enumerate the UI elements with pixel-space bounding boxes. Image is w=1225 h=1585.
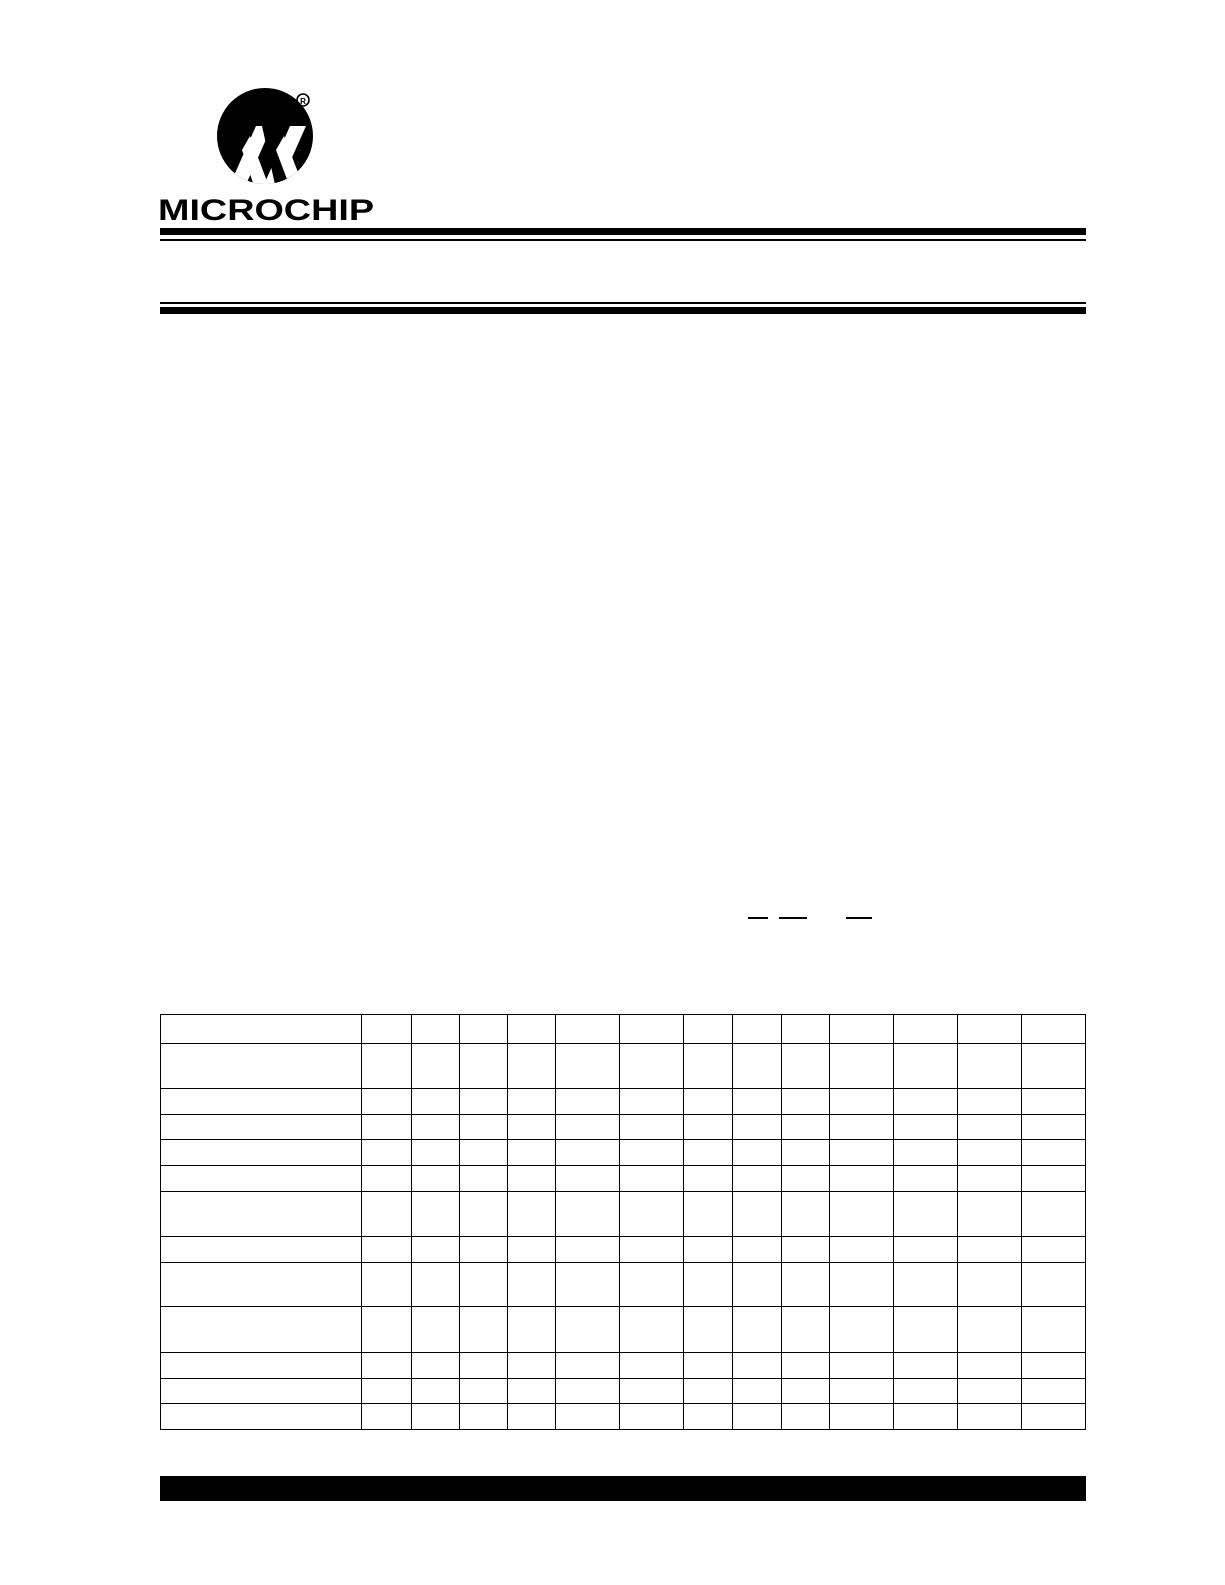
table-cell [507,1015,555,1044]
table-body [161,1015,1086,1430]
table-cell [555,1404,619,1430]
table-cell [411,1089,459,1115]
table-cell [781,1263,829,1307]
table-cell [732,1353,781,1379]
table-cell [732,1115,781,1140]
table-cell [459,1192,507,1237]
table-cell [893,1379,957,1404]
table-cell [411,1404,459,1430]
table-cell [829,1404,893,1430]
table-cell [732,1404,781,1430]
table-cell [619,1237,683,1263]
title-rule-thin [160,302,1086,304]
svg-text:R: R [300,97,306,106]
table-cell [683,1307,732,1353]
table-cell [781,1044,829,1089]
table-row [161,1404,1086,1430]
table-cell [957,1115,1021,1140]
table-cell [361,1015,411,1044]
table-cell [507,1404,555,1430]
table-cell [829,1192,893,1237]
table-cell [459,1263,507,1307]
table-cell [555,1044,619,1089]
table-cell [459,1404,507,1430]
table-cell [732,1166,781,1192]
table-cell [361,1192,411,1237]
table-cell [781,1140,829,1166]
table-cell [957,1237,1021,1263]
table-cell [411,1307,459,1353]
table-cell [361,1307,411,1353]
feature-table [160,1014,1086,1430]
device-feature-table [160,1014,1086,1430]
table-cell [619,1379,683,1404]
table-cell [957,1044,1021,1089]
table-cell [683,1404,732,1430]
table-cell [361,1404,411,1430]
table-cell [829,1044,893,1089]
pin-overline-3 [846,917,872,919]
table-cell [555,1015,619,1044]
table-cell [781,1404,829,1430]
table-row [161,1140,1086,1166]
table-cell [361,1140,411,1166]
table-cell [361,1237,411,1263]
table-row [161,1237,1086,1263]
table-cell [781,1237,829,1263]
table-cell [957,1140,1021,1166]
table-row [161,1115,1086,1140]
table-cell [893,1044,957,1089]
table-row [161,1379,1086,1404]
table-cell [619,1263,683,1307]
table-cell [732,1044,781,1089]
table-cell [781,1115,829,1140]
table-cell [893,1140,957,1166]
table-cell [893,1089,957,1115]
table-cell [957,1089,1021,1115]
table-cell [1021,1263,1085,1307]
table-cell [1021,1353,1085,1379]
table-cell [829,1353,893,1379]
table-cell [893,1263,957,1307]
table-cell [683,1166,732,1192]
pin-overline-2 [779,917,807,919]
header-rule-thick [160,228,1086,235]
table-cell [555,1307,619,1353]
table-cell [459,1166,507,1192]
table-cell [411,1044,459,1089]
table-cell [829,1089,893,1115]
table-cell [957,1015,1021,1044]
table-cell [1021,1404,1085,1430]
table-cell [1021,1166,1085,1192]
table-cell [361,1353,411,1379]
table-cell [829,1166,893,1192]
table-cell [507,1115,555,1140]
table-cell [411,1115,459,1140]
table-cell [683,1379,732,1404]
table-cell [732,1140,781,1166]
table-cell [361,1115,411,1140]
table-cell [361,1379,411,1404]
table-cell [683,1353,732,1379]
table-cell [619,1404,683,1430]
table-cell [459,1140,507,1166]
table-cell [619,1140,683,1166]
table-row [161,1263,1086,1307]
table-cell [829,1263,893,1307]
table-cell [732,1015,781,1044]
table-cell [507,1263,555,1307]
table-cell [1021,1044,1085,1089]
table-cell [361,1044,411,1089]
table-cell [893,1307,957,1353]
table-cell [361,1089,411,1115]
table-row [161,1166,1086,1192]
table-cell [957,1166,1021,1192]
table-row [161,1015,1086,1044]
table-cell [555,1263,619,1307]
table-row [161,1353,1086,1379]
table-cell [161,1192,362,1237]
table-cell [161,1044,362,1089]
table-cell [555,1379,619,1404]
table-cell [411,1353,459,1379]
table-cell [161,1307,362,1353]
table-cell [459,1379,507,1404]
table-cell [683,1015,732,1044]
table-cell [957,1307,1021,1353]
table-cell [732,1307,781,1353]
table-cell [507,1379,555,1404]
table-cell [893,1404,957,1430]
table-cell [411,1166,459,1192]
table-cell [507,1089,555,1115]
table-cell [683,1237,732,1263]
table-cell [619,1115,683,1140]
table-cell [683,1044,732,1089]
table-cell [411,1192,459,1237]
table-cell [732,1263,781,1307]
table-cell [507,1192,555,1237]
table-cell [555,1140,619,1166]
table-cell [161,1237,362,1263]
table-cell [893,1166,957,1192]
table-cell [957,1379,1021,1404]
table-cell [411,1237,459,1263]
table-cell [459,1089,507,1115]
table-cell [683,1263,732,1307]
table-cell [683,1140,732,1166]
table-cell [555,1115,619,1140]
table-cell [507,1166,555,1192]
table-cell [829,1379,893,1404]
title-rule-thick [160,307,1086,314]
table-cell [1021,1237,1085,1263]
table-cell [361,1263,411,1307]
table-cell [1021,1379,1085,1404]
table-cell [507,1044,555,1089]
table-cell [459,1044,507,1089]
table-cell [459,1353,507,1379]
table-cell [507,1140,555,1166]
table-cell [893,1115,957,1140]
table-cell [161,1089,362,1115]
table-cell [619,1192,683,1237]
table-cell [411,1379,459,1404]
table-cell [411,1140,459,1166]
table-cell [732,1089,781,1115]
table-row [161,1089,1086,1115]
svg-text:MICROCHIP: MICROCHIP [158,194,374,224]
microchip-logo [158,88,376,224]
table-cell [732,1379,781,1404]
table-cell [732,1192,781,1237]
table-cell [683,1115,732,1140]
table-cell [161,1404,362,1430]
table-cell [507,1307,555,1353]
table-cell [619,1307,683,1353]
table-cell [619,1353,683,1379]
table-cell [555,1166,619,1192]
microchip-logo-icon [158,88,376,224]
table-cell [619,1166,683,1192]
table-cell [829,1115,893,1140]
table-cell [161,1379,362,1404]
table-row [161,1307,1086,1353]
table-cell [893,1237,957,1263]
table-cell [781,1166,829,1192]
table-cell [411,1263,459,1307]
table-cell [361,1166,411,1192]
table-cell [893,1192,957,1237]
table-cell [829,1015,893,1044]
table-cell [161,1140,362,1166]
table-cell [781,1192,829,1237]
table-cell [1021,1192,1085,1237]
table-cell [1021,1307,1085,1353]
table-cell [957,1263,1021,1307]
table-cell [161,1263,362,1307]
table-cell [459,1307,507,1353]
table-row [161,1192,1086,1237]
table-cell [957,1353,1021,1379]
table-cell [732,1237,781,1263]
table-cell [459,1115,507,1140]
footer-bar [160,1476,1086,1501]
table-cell [683,1089,732,1115]
header-rule-thin [160,239,1086,241]
table-cell [781,1353,829,1379]
table-cell [161,1115,362,1140]
table-cell [957,1192,1021,1237]
table-cell [1021,1140,1085,1166]
table-cell [1021,1015,1085,1044]
table-cell [1021,1089,1085,1115]
table-cell [683,1192,732,1237]
table-cell [829,1140,893,1166]
pin-overline-1 [748,917,768,919]
table-cell [781,1307,829,1353]
table-cell [781,1089,829,1115]
table-cell [619,1044,683,1089]
table-cell [459,1237,507,1263]
table-cell [555,1089,619,1115]
table-cell [619,1015,683,1044]
table-cell [161,1353,362,1379]
table-cell [781,1015,829,1044]
table-cell [555,1353,619,1379]
table-cell [555,1192,619,1237]
table-cell [893,1015,957,1044]
table-cell [161,1166,362,1192]
table-cell [829,1307,893,1353]
table-cell [957,1404,1021,1430]
table-cell [411,1015,459,1044]
table-cell [161,1015,362,1044]
table-cell [507,1237,555,1263]
table-cell [555,1237,619,1263]
table-cell [619,1089,683,1115]
table-cell [781,1379,829,1404]
table-row [161,1044,1086,1089]
table-cell [893,1353,957,1379]
table-cell [459,1015,507,1044]
table-cell [1021,1115,1085,1140]
table-cell [507,1353,555,1379]
table-cell [829,1237,893,1263]
